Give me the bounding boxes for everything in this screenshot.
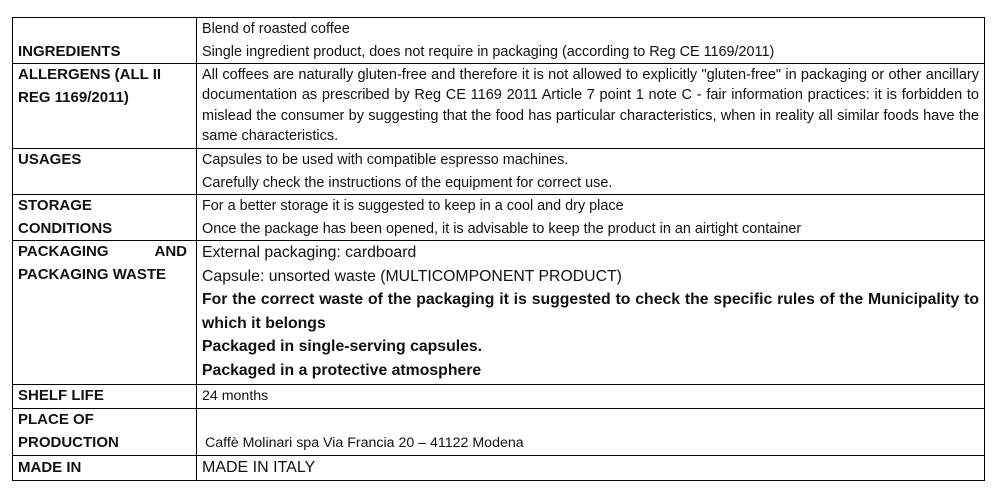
allergens-text: All coffees are naturally gluten-free and therefore it is not allowed to explicitly "gluten-free" in packaging or other ancillary documentation as prescribed by Reg CE 1169 2011 Article 7 point 1 note C - fair information practices: it is forbidden to mislead the consumer by suggesting that the food has particular characteristics, when in reality all similar foods have the same characteristics. [202,67,979,144]
storage-label-line: STORAGE [18,197,92,214]
ingredients-value [197,18,985,64]
place-label-line: PLACE OF [18,411,94,428]
storage-line: Once the package has been opened, it is advisable to keep the product in an airtight container [202,220,802,237]
product-spec-table [12,17,985,481]
allergens-value [197,64,985,149]
storage-label [13,195,197,241]
place-of-production-label [13,409,197,456]
usages-line: Carefully check the instructions of the equipment for correct use. [202,174,613,191]
ingredients-line: Blend of roasted coffee [202,21,350,37]
allergens-label-line: ALLERGENS (ALL II [18,66,162,83]
allergens-label-line: REG 1169/2011) [18,88,129,106]
shelf-life-value: 24 months [197,385,985,409]
made-in-value: MADE IN ITALY [197,456,985,481]
usages-label: USAGES [13,149,197,195]
storage-label-line: CONDITIONS [18,219,113,237]
allergens-label [13,64,197,149]
place-of-production-text: Caffè Molinari spa Via Francia 20 – 41122 Modena [205,434,524,451]
ingredients-label: INGREDIENTS [13,18,197,64]
table-row [13,241,985,385]
table-row [13,456,985,481]
usages-value [197,149,985,195]
table-row [13,409,985,456]
packaging-waste-note: For the correct waste of the packaging it is suggested to check the specific rules of the Municipality to which it belongs [202,291,979,332]
storage-value [197,195,985,241]
place-of-production-value [197,409,985,456]
packaging-value [197,241,985,385]
table-row [13,195,985,241]
packaging-label-line: PACKAGING WASTE [18,265,167,283]
packaging-line: Capsule: unsorted waste (MULTICOMPONENT PRODUCT) [202,267,622,285]
packaging-label-line: PACKAGING AND [18,243,187,260]
shelf-life-label: SHELF LIFE [13,385,197,409]
table-row [13,385,985,409]
table-row [13,64,985,149]
packaging-line: External packaging: cardboard [202,244,417,261]
packaging-bold-line: Packaged in a protective atmosphere [202,361,482,379]
place-label-line: PRODUCTION [18,433,119,451]
table-row [13,18,985,64]
ingredients-line: Single ingredient product, does not require in packaging (according to Reg CE 1169/2011) [202,43,775,60]
usages-line: Capsules to be used with compatible espresso machines. [202,152,569,168]
packaging-label [13,241,197,385]
packaging-bold-line: Packaged in single-serving capsules. [202,338,483,355]
table-row [13,149,985,195]
made-in-label: MADE IN [13,456,197,481]
storage-line: For a better storage it is suggested to keep in a cool and dry place [202,198,624,214]
